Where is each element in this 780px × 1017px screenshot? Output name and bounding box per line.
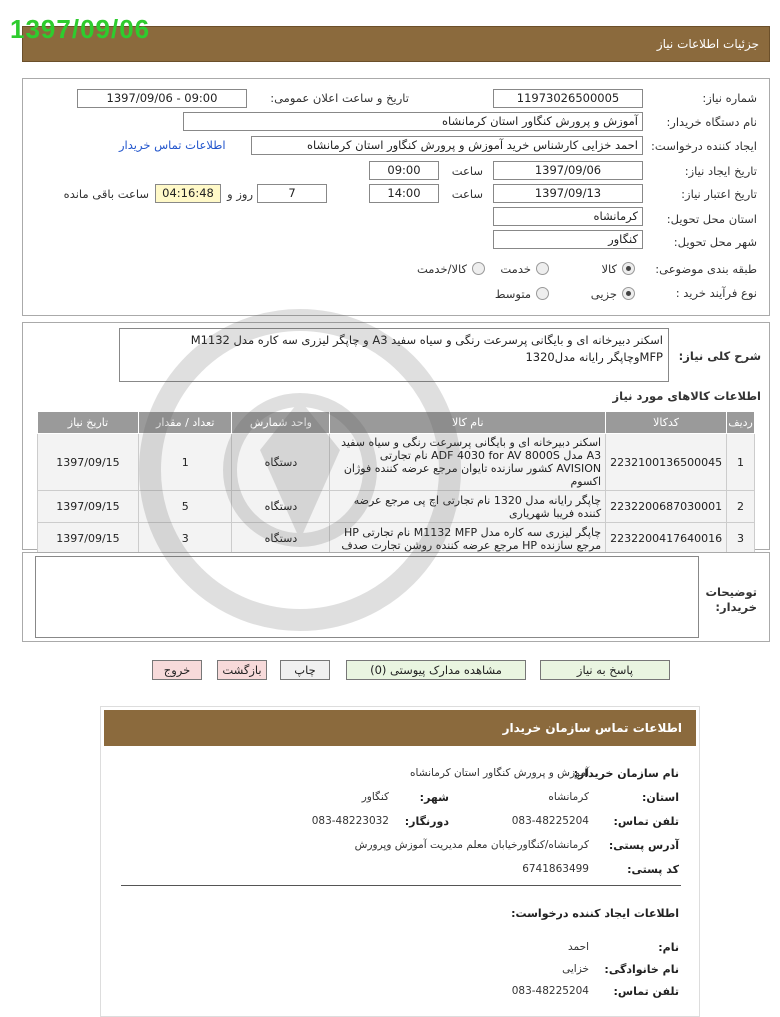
province-value: کرمانشاه — [548, 791, 589, 803]
col-name: نام کالا — [330, 412, 606, 434]
row-qty: 3 — [138, 523, 232, 555]
valid-date-label: تاریخ اعتبار نیاز: — [681, 187, 757, 201]
row-unit: دستگاه — [232, 434, 330, 491]
phone-key: تلفن تماس: — [613, 815, 679, 828]
category-goods-radio[interactable] — [622, 262, 635, 275]
process-minor-label: جزیی — [590, 287, 617, 301]
province-key: استان: — [642, 791, 679, 804]
table-row — [38, 491, 755, 523]
family-key: نام خانوادگی: — [604, 963, 679, 976]
table-row — [38, 434, 755, 491]
category-goods-label: کالا — [601, 262, 617, 276]
process-medium-label: متوسط — [494, 287, 531, 301]
row-code: 2232200687030001 — [606, 491, 727, 523]
summary-line-1: اسکنر دبیرخانه ای و بایگانی پرسرعت رنگی و سیاه سفید A3 و چاپگر لیزری سه کاره مدل M1132 — [190, 333, 663, 347]
city-field[interactable]: کنگاور — [493, 230, 643, 249]
notes-panel — [22, 552, 770, 642]
table-row — [38, 523, 755, 555]
valid-date-field[interactable]: 1397/09/13 — [493, 184, 643, 203]
phone-value: 083-48225204 — [511, 815, 589, 827]
postal-value: 6741863499 — [522, 863, 589, 875]
need-number-field[interactable]: 1197302650000​5 — [493, 89, 643, 108]
days-label: روز و — [227, 187, 253, 201]
city-key: شهر: — [419, 791, 449, 804]
row-qty: 1 — [138, 434, 232, 491]
valid-time-field[interactable]: 14:00 — [369, 184, 439, 203]
category-label: طبقه بندی موضوعی: — [655, 262, 757, 276]
process-minor-radio[interactable] — [622, 287, 635, 300]
created-date-field[interactable]: 1397/09/06 — [493, 161, 643, 180]
created-time-field[interactable]: 09:00 — [369, 161, 439, 180]
buyer-field[interactable]: آموزش و پرورش کنگاور استان کرمانشاه — [183, 112, 643, 131]
summary-label: شرح کلی نیاز: — [678, 349, 761, 363]
row-date: 1397/09/15 — [38, 491, 139, 523]
summary-line-2: MFPوچاپگر رایانه مدل1320 — [525, 350, 663, 364]
notes-box[interactable] — [35, 556, 699, 638]
buyer-contact-link[interactable]: اطلاعات تماس خریدار — [119, 138, 226, 152]
reply-button[interactable]: پاسخ به نیاز — [540, 660, 670, 680]
contact-title: اطلاعات تماس سازمان خریدار — [502, 721, 682, 735]
page-title: جزئیات اطلاعات نیاز — [656, 37, 759, 51]
row-date: 1397/09/15 — [38, 434, 139, 491]
row-unit: دستگاه — [232, 523, 330, 555]
req-phone-value: 083-48225204 — [511, 985, 589, 997]
postal-key: کد پستی: — [627, 863, 679, 876]
row-index: 1 — [727, 434, 755, 491]
row-name: چاپگر رایانه مدل 1320 نام تجارتی اچ پی مرجع عرضه کننده فریبا شهریاری — [330, 491, 606, 523]
fax-value: 083-48223032 — [311, 815, 389, 827]
province-label: استان محل تحویل: — [666, 212, 757, 226]
col-code: کدکالا — [606, 412, 727, 434]
buyer-label: نام دستگاه خریدار: — [666, 115, 757, 129]
row-qty: 5 — [138, 491, 232, 523]
creator-field[interactable]: احمد خزایی کارشناس خرید آموزش و پرورش کنگاور استان کرمانشاه — [251, 136, 643, 155]
row-unit: دستگاه — [232, 491, 330, 523]
org-value: آموزش و پرورش کنگاور استان کرمانشاه — [410, 767, 589, 779]
category-service-label: خدمت — [500, 262, 531, 276]
org-label: نام سازمان خریدار: — [573, 767, 679, 780]
province-field[interactable]: کرمانشاه — [493, 207, 643, 226]
city-label: شهر محل تحویل: — [673, 235, 757, 249]
need-details-panel — [22, 78, 770, 316]
days-field[interactable]: 7 — [257, 184, 327, 203]
contact-header — [104, 710, 696, 746]
notes-label: توضیحات خریدار: — [705, 585, 757, 614]
col-date: تاریخ نیاز — [38, 412, 139, 434]
exit-button[interactable]: خروج — [152, 660, 202, 680]
divider — [121, 885, 681, 886]
items-table — [37, 411, 755, 555]
col-qty: تعداد / مقدار — [138, 412, 232, 434]
items-title: اطلاعات کالاهای مورد نیاز — [612, 389, 761, 403]
fax-key: دورنگار: — [404, 815, 449, 828]
remaining-label: ساعت باقی مانده — [63, 187, 149, 201]
row-code: 2232100136500045 — [606, 434, 727, 491]
attachments-button[interactable]: مشاهده مدارک پیوستی (0) — [346, 660, 526, 680]
address-value: کرمانشاه/کنگاورخیابان معلم مدیریت آموزش وپرورش — [354, 839, 589, 851]
requester-title: اطلاعات ایجاد کننده درخواست: — [511, 907, 679, 920]
created-date-label: تاریخ ایجاد نیاز: — [684, 164, 757, 178]
announce-label: تاریخ و ساعت اعلان عمومی: — [270, 91, 409, 105]
remaining-time-field: 04:16:48 — [155, 184, 221, 203]
category-both-label: کالا/خدمت — [416, 262, 467, 276]
family-value: خزایی — [562, 963, 589, 975]
row-index: 3 — [727, 523, 755, 555]
row-date: 1397/09/15 — [38, 523, 139, 555]
back-button[interactable]: بازگشت — [217, 660, 267, 680]
valid-time-label: ساعت — [451, 187, 483, 201]
date-stamp: 1397/09/06 — [10, 14, 151, 44]
row-index: 2 — [727, 491, 755, 523]
buyer-contact-section — [100, 706, 700, 1017]
city-value: کنگاور — [361, 791, 389, 803]
category-both-radio[interactable] — [472, 262, 485, 275]
row-name: چاپگر لیزری سه کاره مدل M1132 MFP نام تجارتی HP مرجع سازنده HP مرجع عرضه کننده روشن تجارت صدف — [330, 523, 606, 555]
process-medium-radio[interactable] — [536, 287, 549, 300]
process-label: نوع فرآیند خرید : — [675, 286, 757, 300]
announce-field[interactable]: 1397/09/06 - 09:00 — [77, 89, 247, 108]
col-unit: واحد شمارش — [232, 412, 330, 434]
created-time-label: ساعت — [451, 164, 483, 178]
address-key: آدرس پستی: — [608, 839, 679, 852]
row-code: 2232200417640016 — [606, 523, 727, 555]
print-button[interactable]: چاپ — [280, 660, 330, 680]
name-key: نام: — [658, 941, 679, 954]
req-phone-key: تلفن تماس: — [613, 985, 679, 998]
need-number-label: شماره نیاز: — [702, 91, 757, 105]
items-panel — [22, 322, 770, 550]
col-index: ردیف — [727, 412, 755, 434]
name-value: احمد — [568, 941, 589, 953]
creator-label: ایجاد کننده درخواست: — [651, 139, 757, 153]
row-name: اسکنر دبیرخانه ای و بایگانی پرسرعت رنگی و سیاه سفید A3 مدل ADF 4030 for AV 8000S نام تجارتی AVISION کشور سازنده تایوان مرجع عرضه کننده فوژان اکسوم — [330, 434, 606, 491]
summary-box — [119, 328, 669, 382]
category-service-radio[interactable] — [536, 262, 549, 275]
